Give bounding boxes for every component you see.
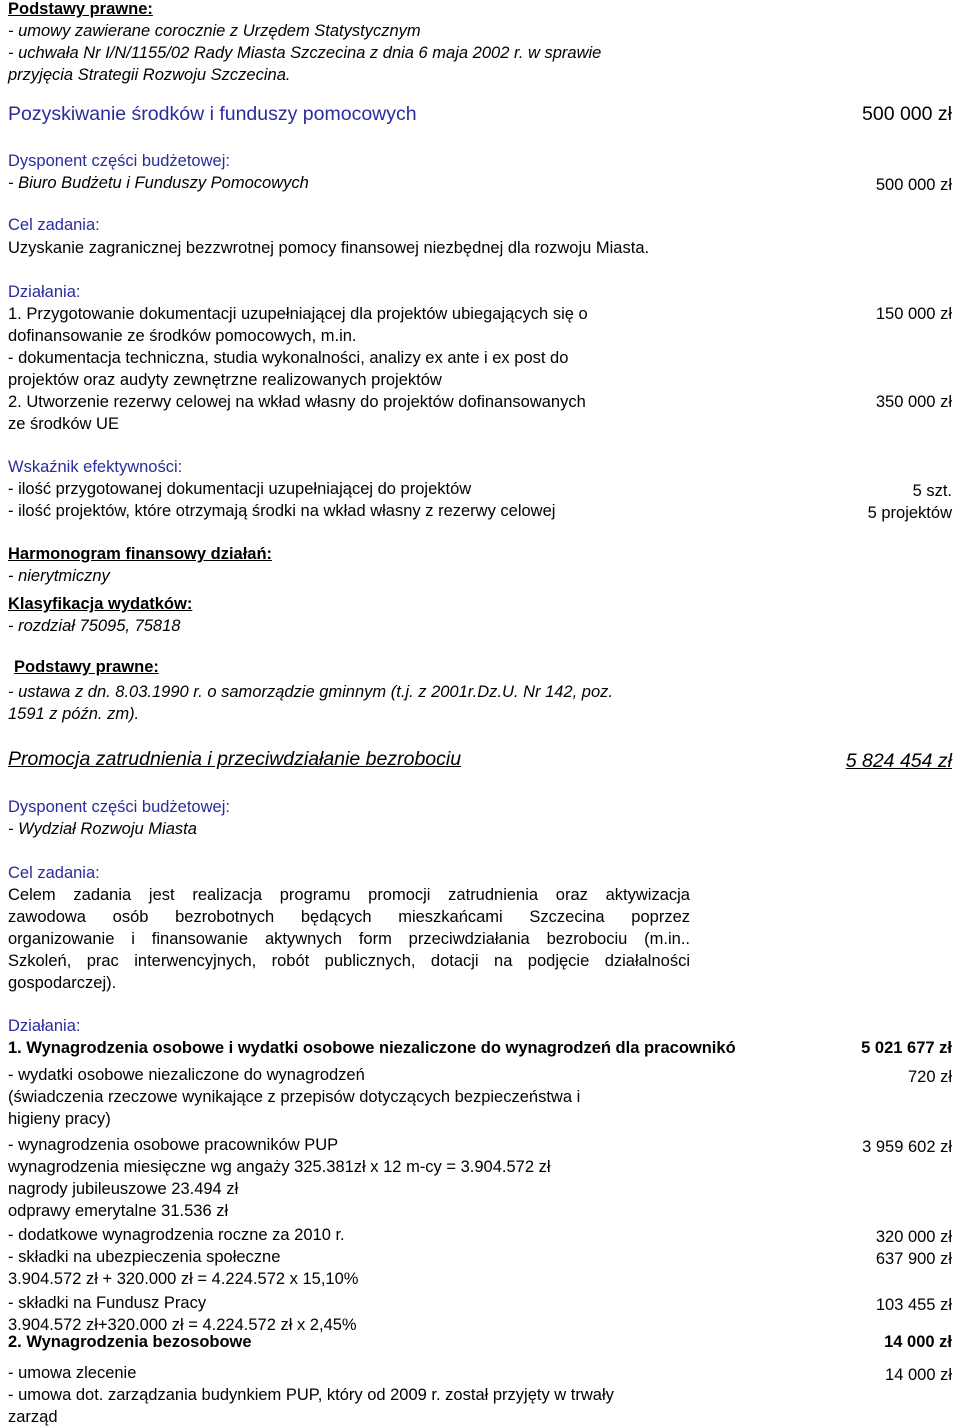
list-item: 3.904.572 zł+320.000 zł = 4.224.572 zł x 2,45%	[8, 1316, 357, 1334]
cel-text: Uzyskanie zagranicznej bezzwrotnej pomocy finansowej niezbędnej dla rozwoju Miasta.	[8, 239, 650, 257]
list-item: - wynagrodzenia osobowe pracowników PUP	[8, 1136, 339, 1154]
harmonogram-label: Harmonogram finansowy działań:	[8, 545, 273, 563]
wskaznik-item: - ilość projektów, które otrzymają środki na wkład własny z rezerwy celowej	[8, 502, 556, 520]
dzialania-label: Działania:	[8, 1017, 81, 1035]
list-item: - umowa dot. zarządzania budynkiem PUP, który od 2009 r. został przyjęty w trwały	[8, 1386, 614, 1404]
dysponent-item: - Wydział Rozwoju Miasta	[8, 820, 197, 838]
dzialanie-1: 1. Przygotowanie dokumentacji uzupełniającej dla projektów ubiegających się o	[8, 305, 588, 323]
list-item-amount: 320 000 zł	[875, 1228, 952, 1246]
list-item-amount: 720 zł	[907, 1068, 952, 1086]
harmonogram-item: - nierytmiczny	[8, 567, 110, 585]
legal-item: - umowy zawierane corocznie z Urzędem Statystycznym	[8, 22, 421, 40]
list-item-amount: 637 900 zł	[875, 1250, 952, 1268]
list-item: nagrody jubileuszowe 23.494 zł	[8, 1180, 239, 1198]
cel-line: Celem zadania jest realizacja programu promocji zatrudnienia oraz aktywizacja	[8, 886, 690, 904]
list-item-amount: 3 959 602 zł	[862, 1138, 952, 1156]
list-item: higieny pracy)	[8, 1110, 111, 1128]
legal-item: 1591 z późn. zm).	[8, 705, 140, 723]
dzialanie-1-line: - dokumentacja techniczna, studia wykonalności, analizy ex ante i ex post do	[8, 349, 569, 367]
wskaznik-value: 5 projektów	[867, 504, 952, 522]
legal-item: przyjęcia Strategii Rozwoju Szczecina.	[8, 66, 291, 84]
legal-item: - uchwała Nr I/N/1155/02 Rady Miasta Szczecina z dnia 6 maja 2002 r. w sprawie	[8, 44, 602, 62]
section-title: Promocja zatrudnienia i przeciwdziałanie bezrobociu	[8, 748, 462, 770]
list-item-amount: 14 000 zł	[885, 1366, 952, 1384]
dysponent-label: Dysponent części budżetowej:	[8, 798, 230, 816]
dysponent-amount: 500 000 zł	[875, 176, 952, 194]
cel-line: gospodarczej).	[8, 974, 117, 992]
klasyfikacja-item: - rozdział 75095, 75818	[8, 617, 181, 635]
legal-item: - ustawa z dn. 8.03.1990 r. o samorządzie gminnym (t.j. z 2001r.Dz.U. Nr 142, poz.	[8, 683, 613, 701]
cel-line: zawodowa osób bezrobotnych będących mieszkańcami Szczecina poprzez	[8, 908, 690, 926]
group-1-amount: 5 021 677 zł	[861, 1039, 952, 1057]
group-2-amount: 14 000 zł	[884, 1333, 952, 1351]
dysponent-item: - Biuro Budżetu i Funduszy Pomocowych	[8, 174, 309, 192]
cel-line: Szkoleń, prac interwencyjnych, robót publicznych, dotacji na podjęcie działalności	[8, 952, 690, 970]
dzialanie-2: 2. Utworzenie rezerwy celowej na wkład własny do projektów dofinansowanych	[8, 393, 586, 411]
dzialania-label: Działania:	[8, 283, 81, 301]
list-item: - składki na Fundusz Pracy	[8, 1294, 207, 1312]
list-item: - dodatkowe wynagrodzenia roczne za 2010 r.	[8, 1226, 345, 1244]
list-item: - wydatki osobowe niezaliczone do wynagrodzeń	[8, 1066, 365, 1084]
cel-label: Cel zadania:	[8, 216, 100, 234]
dzialanie-2-amount: 350 000 zł	[875, 393, 952, 411]
cel-line: organizowanie i finansowanie aktywnych form przeciwdziałania bezrobociu (m.in..	[8, 930, 690, 948]
section-total: 5 824 454 zł	[845, 750, 952, 772]
podstawy-label: Podstawy prawne:	[14, 658, 159, 676]
wskaznik-value: 5 szt.	[912, 482, 952, 500]
group-2-title: 2. Wynagrodzenia bezosobowe	[8, 1333, 252, 1351]
dzialanie-1-amount: 150 000 zł	[875, 305, 952, 323]
list-item: 3.904.572 zł + 320.000 zł = 4.224.572 x 15,10%	[8, 1270, 359, 1288]
list-item: zarząd	[8, 1408, 58, 1426]
cel-label: Cel zadania:	[8, 864, 100, 882]
dzialanie-1-line: projektów oraz audyty zewnętrzne realizowanych projektów	[8, 371, 442, 389]
list-item-amount: 103 455 zł	[875, 1296, 952, 1314]
wskaznik-label: Wskaźnik efektywności:	[8, 458, 183, 476]
dzialanie-1-line: dofinansowanie ze środków pomocowych, m.in.	[8, 327, 357, 345]
list-item: (świadczenia rzeczowe wynikające z przepisów dotyczących bezpieczeństwa i	[8, 1088, 581, 1106]
podstawy-label: Podstawy prawne:	[8, 0, 153, 18]
klasyfikacja-label: Klasyfikacja wydatków:	[8, 595, 193, 613]
list-item: - umowa zlecenie	[8, 1364, 137, 1382]
wskaznik-item: - ilość przygotowanej dokumentacji uzupełniającej do projektów	[8, 480, 472, 498]
list-item: wynagrodzenia miesięczne wg angaży 325.381zł x 12 m-cy = 3.904.572 zł	[8, 1158, 551, 1176]
group-1-title: 1. Wynagrodzenia osobowe i wydatki osobowe niezaliczone do wynagrodzeń dla pracownikó	[8, 1039, 736, 1057]
section-title: Pozyskiwanie środków i funduszy pomocowych	[8, 103, 417, 125]
list-item: - składki na ubezpieczenia społeczne	[8, 1248, 281, 1266]
dzialanie-2-line: ze środków UE	[8, 415, 119, 433]
section-total: 500 000 zł	[862, 103, 952, 125]
dysponent-label: Dysponent części budżetowej:	[8, 152, 230, 170]
list-item: odprawy emerytalne 31.536 zł	[8, 1202, 229, 1220]
